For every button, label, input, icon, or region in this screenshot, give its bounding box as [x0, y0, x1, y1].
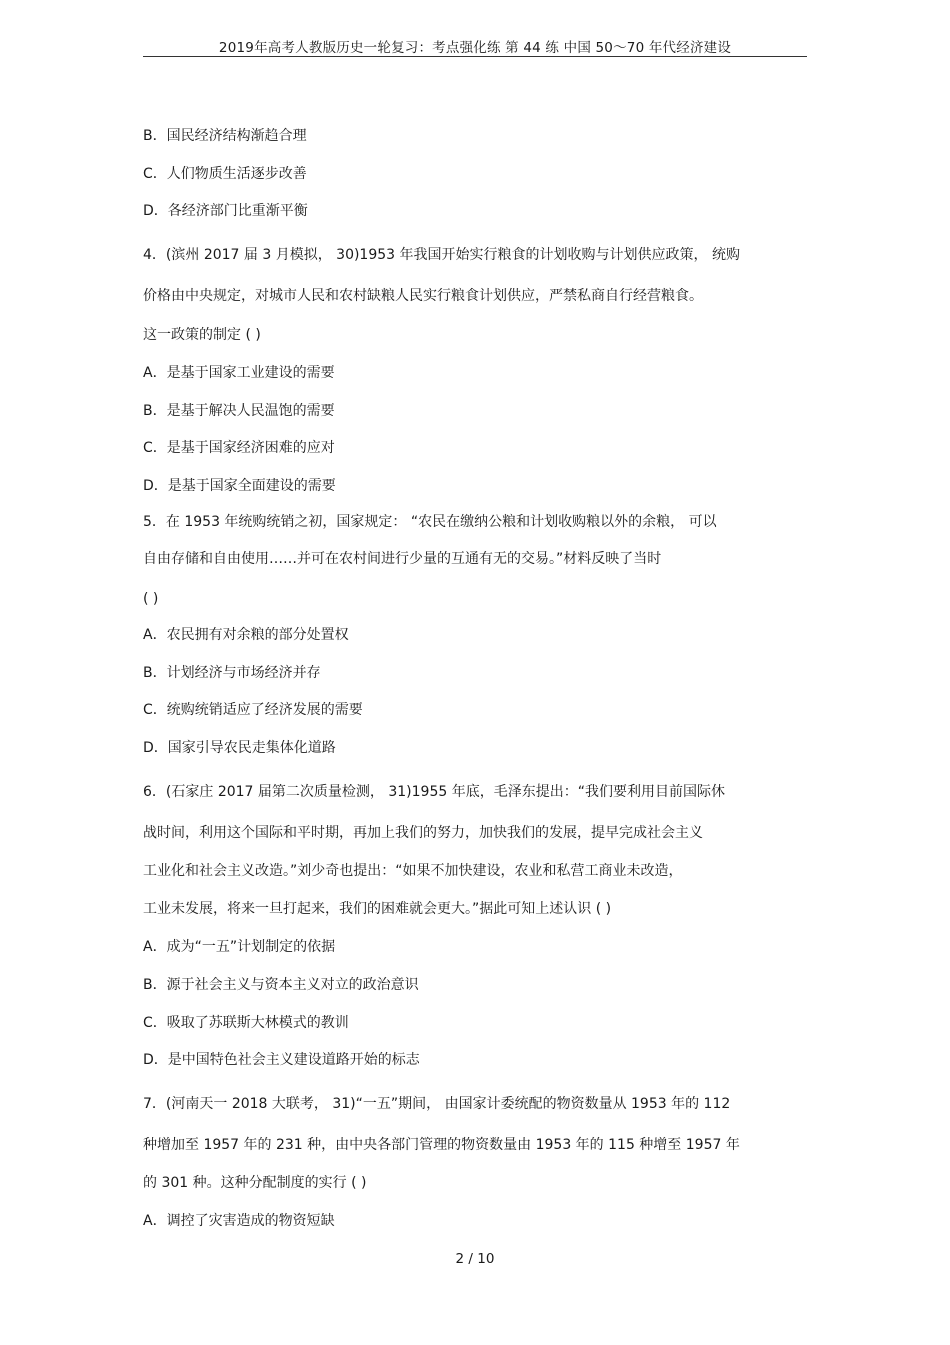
question-4-line-1: 4．(滨州 2017 届 3 月模拟， 30)1953 年我国开始实行粮食的计划收购与计划供应政策， 统购 [143, 247, 740, 263]
question-6-line-4: 工业未发展，将来一旦打起来，我们的困难就会更大。”据此可知上述认识 ( ) [143, 901, 612, 917]
question-5-line-2: 自由存储和自由使用……并可在农村间进行少量的互通有无的交易。”材料反映了当时 [143, 551, 662, 567]
option-5a: A．农民拥有对余粮的部分处置权 [143, 627, 349, 643]
question-7-line-1: 7．(河南天一 2018 大联考， 31)“一五”期间， 由国家计委统配的物资数量从 1953 年的 112 [143, 1096, 731, 1112]
question-7-line-2: 种增加至 1957 年的 231 种，由中央各部门管理的物资数量由 1953 年的 115 种增至 1957 年 [143, 1137, 740, 1153]
option-3c: C．人们物质生活逐步改善 [143, 166, 307, 182]
question-4-line-2: 价格由中央规定，对城市人民和农村缺粮人民实行粮食计划供应，严禁私商自行经营粮食。 [143, 288, 703, 304]
option-5b: B．计划经济与市场经济并存 [143, 665, 321, 681]
option-6c: C．吸取了苏联斯大林模式的教训 [143, 1015, 349, 1031]
question-5-line-1: 5．在 1953 年统购统销之初，国家规定： “农民在缴纳公粮和计划收购粮以外的余粮， 可以 [143, 514, 717, 530]
page-header: 2019年高考人教版历史一轮复习：考点强化练 第 44 练 中国 50～70 年代经济建设 [218, 40, 732, 56]
page-number: 2 / 10 [455, 1251, 495, 1267]
option-4c: C．是基于国家经济困难的应对 [143, 440, 335, 456]
option-6a: A．成为“一五”计划制定的依据 [143, 939, 336, 955]
option-5d: D．国家引导农民走集体化道路 [143, 740, 336, 756]
option-4d: D．是基于国家全面建设的需要 [143, 478, 336, 494]
option-3b: B．国民经济结构渐趋合理 [143, 128, 307, 144]
option-4a: A．是基于国家工业建设的需要 [143, 365, 335, 381]
option-4b: B．是基于解决人民温饱的需要 [143, 403, 335, 419]
option-6b: B．源于社会主义与资本主义对立的政治意识 [143, 977, 419, 993]
option-5c: C．统购统销适应了经济发展的需要 [143, 702, 363, 718]
option-7a: A．调控了灾害造成的物资短缺 [143, 1213, 335, 1229]
option-3d: D．各经济部门比重渐平衡 [143, 203, 308, 219]
question-6-line-2: 战时间，利用这个国际和平时期，再加上我们的努力，加快我们的发展，提早完成社会主义 [143, 825, 703, 841]
question-4-line-3: 这一政策的制定 ( ) [143, 327, 261, 343]
question-5-line-3: ( ) [143, 591, 159, 607]
option-6d: D．是中国特色社会主义建设道路开始的标志 [143, 1052, 420, 1068]
header-rule [143, 56, 807, 57]
question-6-line-3: 工业化和社会主义改造。”刘少奇也提出：“如果不加快建设，农业和私营工商业未改造， [143, 863, 683, 879]
question-7-line-3: 的 301 种。这种分配制度的实行 ( ) [143, 1175, 367, 1191]
question-6-line-1: 6．(石家庄 2017 届第二次质量检测， 31)1955 年底，毛泽东提出：“我们要利用目前国际休 [143, 784, 725, 800]
